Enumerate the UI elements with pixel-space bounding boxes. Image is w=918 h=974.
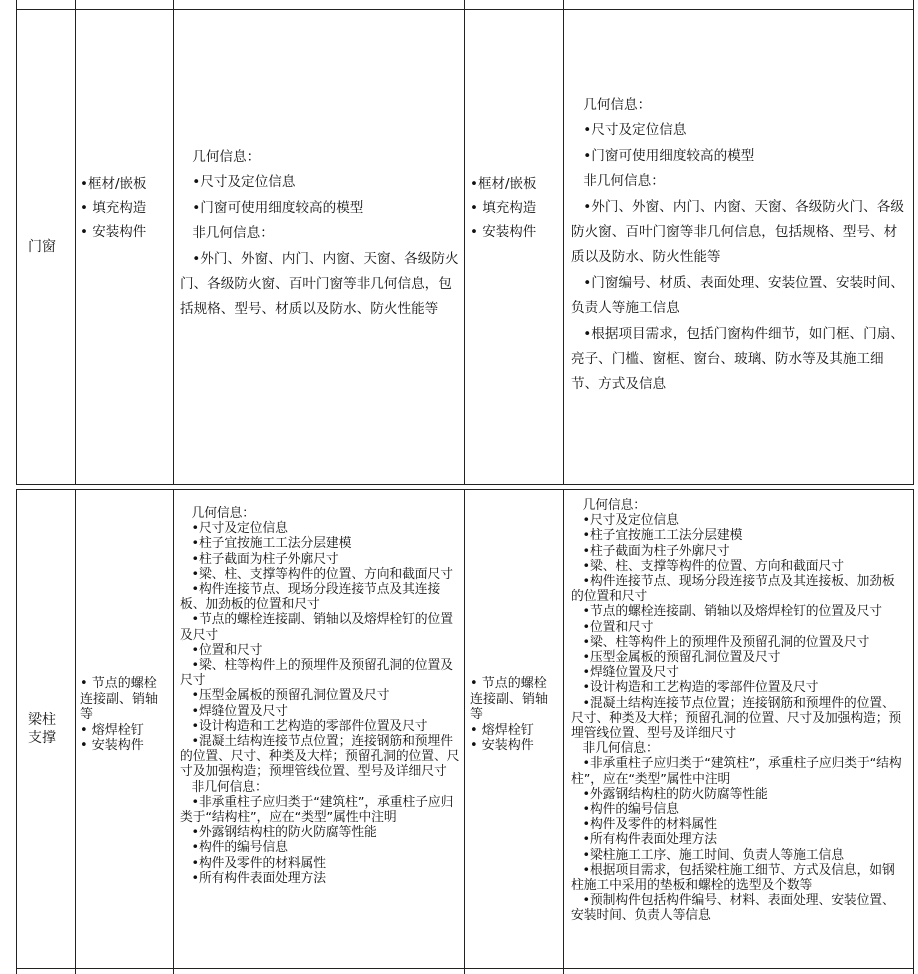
table-rule-row1-bottom	[16, 484, 914, 485]
table-rule-stub	[16, 968, 17, 974]
info-line: •外门、外窗、内门、内窗、天窗、各级防火门、各级防火窗、百叶门窗等非几何信息，包括规格、型号、材质以及防水、防火性能等	[571, 198, 904, 266]
table-rule-bottom	[16, 968, 914, 969]
info-line: •柱子宜按施工工法分层建模	[582, 528, 743, 544]
info-line: •柱子宜按施工工法分层建模	[191, 536, 352, 552]
info-line: •非承重柱子应归类于“建筑柱”，承重柱子应归类于“结构柱”，应在“类型”属性中注明	[571, 756, 902, 787]
table-rule-col	[464, 9, 465, 484]
component-item: • 安装构件	[80, 738, 144, 754]
component-list-right	[470, 172, 556, 244]
component-list-left	[80, 172, 164, 244]
info-line: •节点的螺栓连接副、销轴以及熔焊栓钉的位置及尺寸	[582, 604, 882, 620]
info-line: •构件的编号信息	[191, 840, 288, 856]
table-rule-stub	[913, 0, 914, 9]
info-line: 非几何信息：	[191, 779, 268, 795]
table-rule-stub	[16, 0, 17, 9]
info-line: •焊缝位置及尺寸	[191, 703, 288, 719]
info-line: 非几何信息：	[582, 741, 659, 757]
table-rule-col	[75, 489, 76, 968]
info-line: •尺寸及定位信息	[582, 513, 679, 529]
info-line: •根据项目需求，包括门窗构件细节，如门框、门扇、亮子、门槛、窗框、窗台、玻璃、防水等及其施工细节、方式及信息	[571, 325, 904, 393]
component-item: •框材/嵌板	[80, 176, 147, 192]
component-item: • 安装构件	[470, 224, 537, 240]
info-line: •预制构件包括构件编号、材料、表面处理、安装位置、安装时间、负责人等信息	[571, 893, 895, 924]
info-line: •柱子截面为柱子外廓尺寸	[582, 543, 730, 559]
table-rule-row2-top	[16, 489, 914, 490]
component-list-right	[470, 676, 558, 754]
component-item: • 安装构件	[80, 224, 147, 240]
table-rule-col	[75, 9, 76, 484]
info-line: •位置和尺寸	[191, 642, 263, 658]
info-block-right	[571, 498, 905, 924]
info-line: •门窗可使用细度较高的模型	[583, 147, 755, 164]
info-line: 几何信息：	[583, 97, 652, 113]
table-rule-col	[173, 9, 174, 484]
info-line: •外门、外窗、内门、内窗、天窗、各级防火门、各级防火窗、百叶门窗等非几何信息，包括规格、型号、材质以及防水、防火性能等	[180, 250, 459, 318]
component-item: • 安装构件	[470, 738, 534, 754]
info-line: 几何信息：	[191, 506, 256, 521]
info-line: •设计构造和工艺构造的零部件位置及尺寸	[191, 718, 428, 734]
component-item: •框材/嵌板	[470, 176, 537, 192]
info-line: •非承重柱子应归类于“建筑柱”，承重柱子应归类于“结构柱”，应在“类型”属性中注明	[180, 794, 454, 826]
info-line: •压型金属板的预留孔洞位置及尺寸	[191, 688, 390, 704]
info-line: •梁、柱、支撑等构件的位置、方向和截面尺寸	[582, 558, 844, 574]
info-line: •根据项目需求，包括梁柱施工细节、方式及信息，如钢柱施工中采用的垫板和螺栓的选型及个数等	[571, 862, 895, 894]
table-rule-col	[173, 489, 174, 968]
table-rule-stub	[75, 0, 76, 9]
info-block-left	[180, 506, 460, 886]
row-category: 门窗	[28, 239, 56, 255]
info-line: •构件连接节点、现场分段连接节点及其连接板、加劲板的位置和尺寸	[180, 582, 441, 613]
info-line: •柱子截面为柱子外廓尺寸	[191, 551, 339, 567]
info-line: •外露钢结构柱的防火防腐等性能	[191, 825, 377, 841]
info-line: •尺寸及定位信息	[191, 521, 288, 537]
info-line: •所有构件表面处理方法	[582, 832, 717, 848]
table-rule-stub	[464, 968, 465, 974]
component-list-left	[80, 676, 166, 754]
info-line: •混凝土结构连接节点位置；连接钢筋和预埋件的位置、尺寸、种类及大样；预留孔洞的位置、尺寸及加强构造；预埋管线位置、型号及详细尺寸	[180, 734, 460, 780]
table-rule-stub	[173, 968, 174, 974]
table-rule-stub	[464, 0, 465, 9]
info-line: •位置和尺寸	[582, 619, 654, 635]
info-line: •构件连接节点、现场分段连接节点及其连接板、加劲板的位置和尺寸	[571, 574, 895, 605]
table-rule-stub	[913, 968, 914, 974]
info-line: •焊缝位置及尺寸	[582, 665, 679, 681]
info-line: 非几何信息：	[583, 173, 665, 190]
info-line: 几何信息：	[192, 149, 261, 165]
table-rule-top	[16, 9, 914, 10]
info-line: •所有构件表面处理方法	[191, 870, 326, 886]
info-line: •外露钢结构柱的防火防腐等性能	[582, 786, 768, 802]
info-line: •梁、柱等构件上的预埋件及预留孔洞的位置及尺寸	[582, 634, 870, 650]
info-line: •设计构造和工艺构造的零部件位置及尺寸	[582, 680, 819, 696]
component-item: • 填充构造	[470, 200, 537, 216]
table-rule-stub	[563, 0, 564, 9]
info-line: •压型金属板的预留孔洞位置及尺寸	[582, 650, 781, 666]
component-item: • 节点的螺栓连接副、销轴等	[470, 676, 549, 723]
component-item: • 熔焊栓钉	[80, 722, 144, 738]
table-rule-stub	[173, 0, 174, 9]
info-line: •节点的螺栓连接副、销轴以及熔焊栓钉的位置及尺寸	[180, 612, 453, 643]
table-rule-col	[464, 489, 465, 968]
info-line: •门窗可使用细度较高的模型	[192, 199, 364, 216]
info-line: 几何信息：	[582, 498, 647, 513]
info-line: •梁柱施工工序、施工时间、负责人等施工信息	[582, 847, 844, 863]
table-rule-stub	[563, 968, 564, 974]
info-line: •梁、柱等构件上的预埋件及预留孔洞的位置及尺寸	[180, 658, 453, 689]
info-line: •混凝土结构连接节点位置；连接钢筋和预埋件的位置、尺寸、种类及大样；预留孔洞的位置、尺寸及加强构造；预埋管线位置、型号及详细尺寸	[571, 695, 902, 742]
component-item: • 节点的螺栓连接副、销轴等	[80, 676, 159, 723]
table-rule-col	[16, 9, 17, 484]
table-rule-col	[563, 489, 564, 968]
table-rule-col	[563, 9, 564, 484]
table-rule-col	[913, 9, 914, 484]
component-item: • 熔焊栓钉	[470, 722, 534, 738]
info-line: •尺寸及定位信息	[192, 174, 296, 191]
info-line: 非几何信息：	[192, 225, 274, 242]
row-category: 梁柱支撑	[28, 712, 56, 746]
info-line: •构件的编号信息	[582, 802, 679, 818]
info-line: •梁、柱、支撑等构件的位置、方向和截面尺寸	[191, 566, 453, 582]
info-line: •构件及零件的材料属性	[582, 817, 717, 833]
info-line: •构件及零件的材料属性	[191, 855, 326, 871]
table-rule-col	[16, 489, 17, 968]
info-block-right	[571, 93, 904, 398]
info-block-left	[180, 145, 459, 323]
table-rule-col	[913, 489, 914, 968]
component-item: • 填充构造	[80, 200, 147, 216]
info-line: •尺寸及定位信息	[583, 122, 687, 139]
table-rule-stub	[75, 968, 76, 974]
info-line: •门窗编号、材质、表面处理、安装位置、安装时间、负责人等施工信息	[571, 274, 904, 317]
